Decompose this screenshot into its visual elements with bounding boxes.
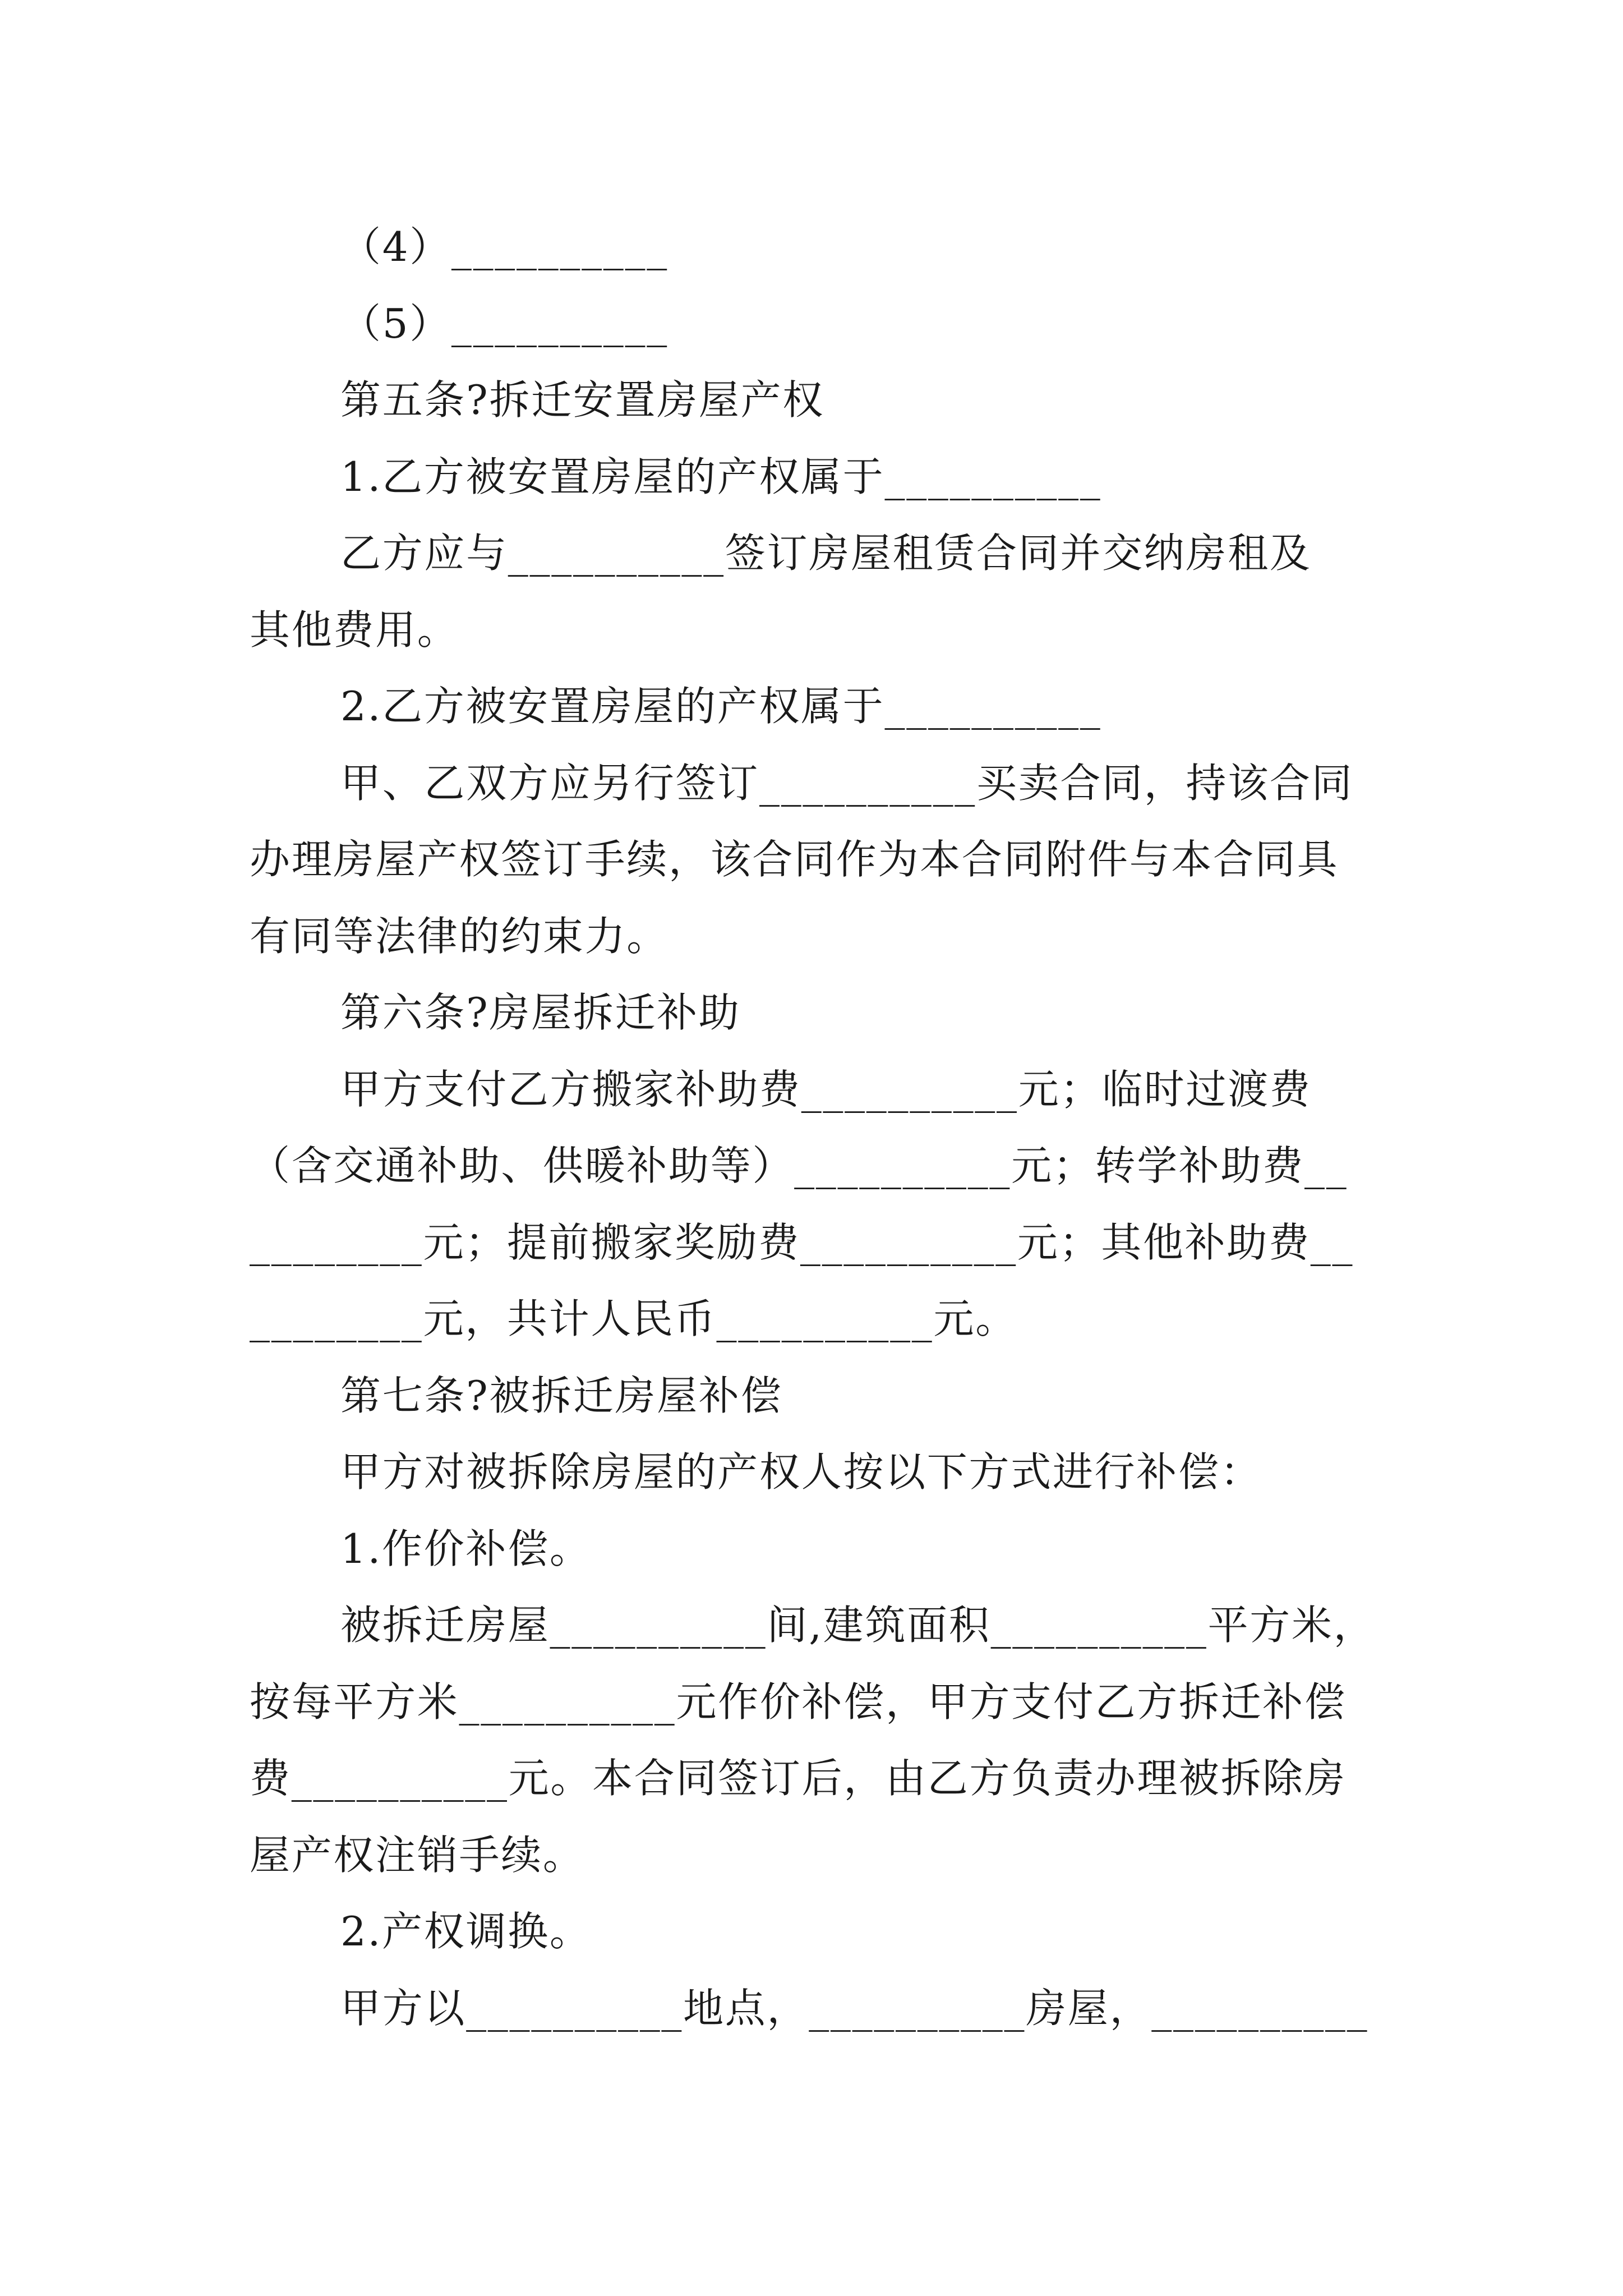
paragraph bbox=[250, 286, 1455, 362]
paragraph bbox=[250, 1358, 1455, 1434]
text-line: 甲、乙双方应另行签订__________买卖合同，持该合同 bbox=[340, 759, 1354, 807]
text-line: （含交通补助、供暖补助等）__________元；转学补助费__ bbox=[250, 1142, 1348, 1189]
text-line: （4）__________ bbox=[340, 223, 668, 270]
text-line: 1.作价补偿。 bbox=[340, 1525, 592, 1572]
paragraph bbox=[250, 668, 1455, 745]
text-line: 1.乙方被安置房屋的产权属于__________ bbox=[340, 453, 1102, 500]
paragraph bbox=[250, 209, 1455, 286]
text-line: 费__________元。本合同签订后，由乙方负责办理被拆除房 bbox=[250, 1755, 1347, 1802]
text-line: ________元，共计人民币__________元。 bbox=[250, 1295, 1017, 1342]
document-body bbox=[250, 209, 1455, 2046]
text-line: 2.乙方被安置房屋的产权属于__________ bbox=[340, 683, 1102, 730]
paragraph bbox=[250, 1051, 1455, 1358]
text-line: 按每平方米__________元作价补偿，甲方支付乙方拆迁补偿 bbox=[250, 1678, 1347, 1726]
paragraph bbox=[250, 1587, 1455, 1893]
text-line: 屋产权注销手续。 bbox=[250, 1831, 585, 1879]
paragraph bbox=[250, 1893, 1455, 1970]
text-line: 其他费用。 bbox=[250, 606, 459, 654]
text-line: 办理房屋产权签订手续，该合同作为本合同附件与本合同具 bbox=[250, 836, 1339, 883]
text-line: 乙方应与__________签订房屋租赁合同并交纳房租及 bbox=[340, 530, 1312, 577]
text-line: 甲方支付乙方搬家补助费__________元；临时过渡费 bbox=[340, 1065, 1312, 1113]
paragraph bbox=[250, 1511, 1455, 1588]
text-line: （5）__________ bbox=[340, 300, 668, 347]
text-line: 第七条?被拆迁房屋补偿 bbox=[340, 1372, 783, 1419]
text-line: 第六条?房屋拆迁补助 bbox=[340, 989, 741, 1036]
text-line: 甲方对被拆除房屋的产权人按以下方式进行补偿： bbox=[340, 1448, 1262, 1496]
paragraph bbox=[250, 1970, 1455, 2047]
paragraph bbox=[250, 439, 1455, 516]
paragraph bbox=[250, 745, 1455, 975]
paragraph bbox=[250, 515, 1455, 668]
paragraph bbox=[250, 1434, 1455, 1511]
text-line: 2.产权调换。 bbox=[340, 1908, 592, 1955]
text-line: 被拆迁房屋__________间,建筑面积__________平方米， bbox=[340, 1602, 1376, 1649]
paragraph bbox=[250, 974, 1455, 1051]
text-line: 甲方以__________地点，__________房屋，__________ bbox=[340, 1984, 1369, 2032]
text-line: 有同等法律的约束力。 bbox=[250, 912, 669, 960]
text-line: 第五条?拆迁安置房屋产权 bbox=[340, 376, 825, 424]
paragraph bbox=[250, 362, 1455, 439]
text-line: ________元；提前搬家奖励费__________元；其他补助费__ bbox=[250, 1218, 1354, 1266]
